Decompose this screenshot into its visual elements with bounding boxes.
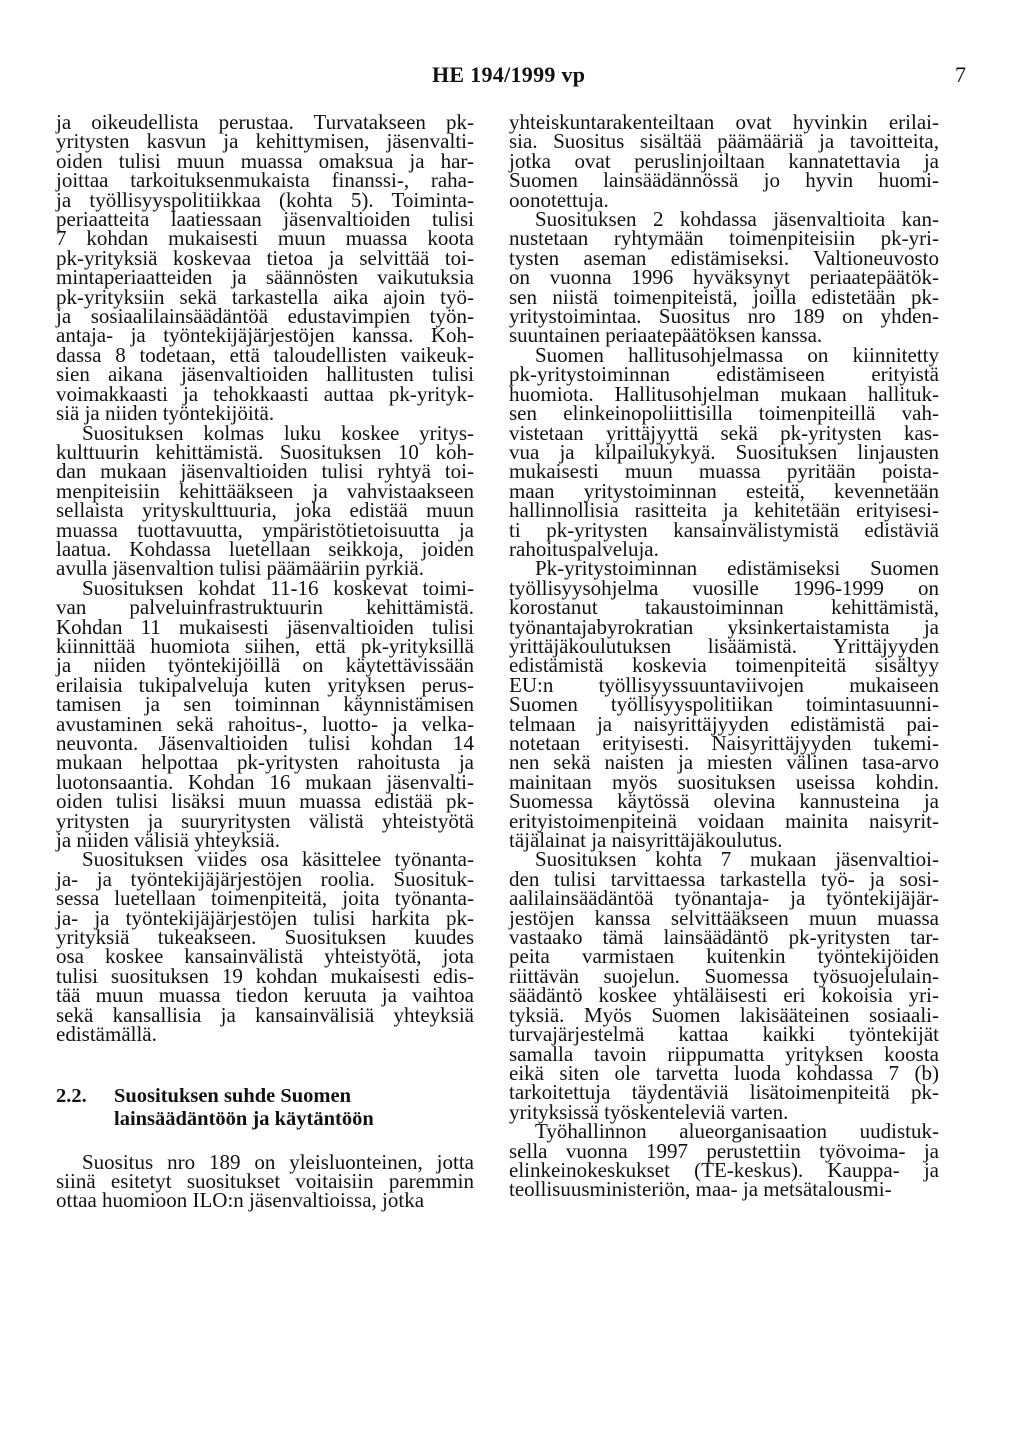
text-line: peita varmistaen kuitenkin työntekijöiden [509,944,939,969]
text-line: tamisen ja sen toiminnan käynnistämisen [56,692,474,717]
text-line: tulisi suosituksen 19 kohdan mukaisesti edis- [56,963,474,988]
text-line: Pk-yritystoiminnan edistämiseksi Suomen [535,556,939,581]
text-line: ja- ja työntekijäjärjestöjen tulisi harkita pk- [56,905,474,930]
text-line: voimakkaasti ja tehokkaasti auttaa pk-yrityk- [56,381,474,406]
text-line: mukaan helpottaa pk-yritysten rahoitusta ja [56,750,474,775]
text-line: edistämistä koskevia toimenpiteitä sisältyy [509,653,939,678]
text-line: työllisyysohjelma vuosille 1996-1999 on [509,575,939,600]
text-line: sien aikana jäsenvaltioiden hallitusten tulisi [56,362,474,387]
text-line: Suosituksen kohdat 11-16 koskevat toimi- [82,575,474,600]
text-line: tyksiä. Myös Suomen lakisääteinen sosiaali- [509,1002,939,1027]
text-line: tää muun muassa tiedon keruuta ja vaihtoa [56,983,474,1008]
document-id: HE 194/1999 vp [432,62,586,87]
text-line: erityistoimenpiteinä voidaan mainita naisyrit- [509,808,939,833]
text-line: sellaista yrityskulttuuria, joka edistää muun [56,498,474,523]
paragraph [509,342,939,561]
paragraph [56,110,474,426]
text-line: Suomen työllisyyspolitiikan toimintasuunni- [509,692,939,717]
paragraph [509,847,939,1124]
text-line: dan mukaan jäsenvaltioiden tulisi ryhtyä toi- [56,459,474,484]
text-line: kulttuurin kehittämistä. Suosituksen 10 koh- [56,439,474,464]
text-line: Työhallinnon alueorganisaation uudistuk- [535,1119,939,1144]
text-line: maan yritystoiminnan esteitä, kevennetään [509,478,939,503]
text-line: jotka ovat peruslinjoiltaan kannatettavia ja [509,148,939,173]
section-number: 2.2. [56,1084,87,1107]
text-line: muassa tuottavuutta, ympäristötietoisuutta ja [56,517,474,542]
text-line: pk-yrityksiä koskevaa tietoa ja selvittää toi- [56,245,474,270]
text-line: siinä esitetyt suositukset voitaisiin paremmin [56,1168,474,1193]
text-line: pk-yritystoiminnan edistämiseen erityistä [509,362,939,387]
text-line: periaatteita laatiessaan jäsenvaltioiden tulisi [56,207,474,232]
text-line: Suosituksen viides osa käsittelee työnanta- [82,847,474,872]
text-line: osa koskee kansainvälistä yhteistyötä, jota [56,944,474,969]
text-line: sen elinkeinopoliittisilla toimenpiteillä vah- [509,401,939,426]
text-line: sessa luetellaan toimenpiteitä, joita työnanta- [56,886,474,911]
text-line: on vuonna 1996 hyväksynyt periaatepäätök- [509,265,939,290]
text-line: vastaako tämä lainsäädäntö pk-yritysten tar- [509,925,939,950]
text-line: oonotettuja. [509,187,609,212]
text-line: elinkeinokeskukset (TE-keskus). Kauppa- ja [509,1157,939,1182]
text-line: Suosituksen kolmas luku koskee yritys- [82,420,474,445]
text-line: ja- ja työntekijäjärjestöjen roolia. Suosituk- [56,866,474,891]
text-line: Suomessa käytössä olevina kannusteina ja [509,789,939,814]
text-line: ja oikeudellista perustaa. Turvatakseen pk- [56,110,474,134]
paragraph [56,420,474,581]
text-line: oiden tulisi muun muassa omaksua ja har- [56,148,474,173]
section-heading [56,1085,474,1131]
text-line: ti pk-yritysten kansainvälistymistä edistäviä [509,517,939,542]
text-line: yrityksissä työskenteleviä varten. [509,1099,789,1124]
text-line: oiden tulisi lisäksi muun muassa edistää pk- [56,789,474,814]
text-line: yhteiskuntarakenteiltaan ovat hyvinkin erilai- [509,110,939,134]
text-line: siä ja niiden työntekijöitä. [56,401,275,426]
text-line: Suomen lainsäädännössä jo hyvin huomi- [509,168,939,193]
text-line: mintaperiaatteiden ja säännösten vaikutuksia [56,265,474,290]
text-line: Suosituksen 2 kohdassa jäsenvaltioita kan- [535,207,939,232]
paragraph [509,110,939,212]
paragraph [56,1149,474,1213]
paragraph [509,556,939,853]
text-line: sen niistä toimenpiteistä, joilla edistetään pk- [509,284,939,309]
text-line: teollisuusministeriön, maa- ja metsätalousmi- [509,1177,892,1202]
text-line: yrittäjäkoulutuksen lisäämistä. Yrittäjyyden [509,633,939,658]
page-number: 7 [955,62,966,87]
text-line: mainitaan myös suosituksen useissa kohdin. [509,769,939,794]
text-line: vistetaan yrittäjyyttä sekä pk-yritysten kas- [509,420,939,445]
paragraph [509,1119,939,1202]
text-line: erilaisia tukipalveluja kuten yrityksen perus- [56,672,474,697]
text-line: yritysten kasvun ja kehittymisen, jäsenvalti- [56,129,474,154]
text-line: nen sekä naisten ja miesten välinen tasa-arvo [509,750,939,775]
text-line: joittaa tarkoituksenmukaista finanssi-, raha- [56,168,474,193]
text-line: täjälainat ja naisyrittäjäkoulutus. [509,828,783,853]
text-line: telmaan ja naisyrittäjyyden edistämistä pai- [509,711,939,736]
text-line: yritysten ja suuryritysten välistä yhteistyötä [56,808,474,833]
text-line: sekä kansallisia ja kansainvälisiä yhteyksiä [56,1002,474,1027]
text-line: samalla tavoin riippumatta yrityksen koosta [509,1041,939,1066]
text-line: pk-yrityksiin sekä tarkastella aika ajoin työ- [56,284,474,309]
text-line: hallinnollisia rasitteita ja kehitetään erityisesi- [509,498,939,523]
paragraph [56,575,474,853]
text-line: antaja- ja työntekijäjärjestöjen kanssa. Koh- [56,323,474,348]
text-line: Suosituksen kohta 7 mukaan jäsenvaltioi- [535,847,939,872]
text-line: dassa 8 todetaan, että taloudellisten vaikeuk- [56,342,474,367]
text-line: ja niiden välisiä yhteyksiä. [56,828,280,853]
section-title-line: lainsäädäntöön ja käytäntöön [114,1107,374,1130]
text-line: riittävän suojelun. Suomessa työsuojelulain- [509,963,939,988]
text-line: säädäntö koskee yhtäläisesti eri kokoisia yri- [509,983,939,1008]
spacer [56,1045,474,1085]
text-line: työnantajabyrokratian yksinkertaistamista ja [509,614,939,639]
text-line: jestöjen kanssa selvittääkseen muun muassa [509,905,939,930]
text-line: vua ja kilpailukykyä. Suosituksen linjausten [509,439,939,464]
left-column [56,110,474,1213]
text-line: 7 kohdan mukaisesti muun muassa koota [56,226,474,251]
text-line: EU:n työllisyyssuuntaviivojen mukaiseen [509,672,939,697]
text-line: edistämällä. [56,1022,157,1047]
text-line: eikä siten ole tarvetta luoda kohdassa 7 (b) [509,1060,939,1085]
text-line: yrityksiä tukeakseen. Suosituksen kuudes [56,925,474,950]
paragraph [56,847,474,1047]
text-line: sia. Suositus sisältää päämääriä ja tavoitteita, [509,129,939,154]
text-line: van palveluinfrastruktuurin kehittämistä. [56,595,474,620]
text-line: Kohdan 11 mukaisesti jäsenvaltioiden tulisi [56,614,474,639]
text-line: huomiota. Hallitusohjelman mukaan hallituk- [509,381,939,406]
text-line: rahoituspalveluja. [509,536,659,561]
text-line: ja niiden työntekijöillä on käytettävissään [56,653,474,678]
text-line: nustetaan ryhtymään toimenpiteisiin pk-yri- [509,226,939,251]
text-line: turvajärjestelmä kattaa kaikki työntekijät [509,1022,939,1047]
text-line: kiinnittää huomiota siihen, että pk-yrityksillä [56,633,474,658]
text-line: avustaminen sekä rahoitus-, luotto- ja velka- [56,711,474,736]
right-column [509,110,939,1202]
text-line: laatua. Kohdassa luetellaan seikkoja, joiden [56,536,474,561]
section-title-line: Suosituksen suhde Suomen [114,1084,351,1107]
text-line: Suositus nro 189 on yleisluonteinen, jotta [82,1149,474,1174]
paragraph [509,207,939,348]
text-line: menpiteisiin kehittääkseen ja vahvistaakseen [56,478,474,503]
text-line: neuvonta. Jäsenvaltioiden tulisi kohdan 14 [56,731,474,755]
text-line: den tulisi tarvittaessa tarkastella työ- ja sosi- [509,866,939,891]
text-line: korostanut takaustoiminnan kehittämistä, [509,595,939,620]
text-line: notetaan erityisesti. Naisyrittäjyyden tukemi- [509,731,939,755]
text-line: tysten aseman edistämiseksi. Valtioneuvosto [509,245,939,270]
text-line: yritystoimintaa. Suositus nro 189 on yhden- [509,304,939,329]
text-line: ja sosiaalilainsäädäntöä edustavimpien työn- [56,304,474,329]
text-line: tarkoitettuja täydentäviä lisätoimenpiteitä pk- [509,1080,939,1105]
text-line: avulla jäsenvaltion tulisi päämääriin pyrkiä. [56,556,424,581]
text-line: suuntainen periaatepäätöksen kanssa. [509,323,823,348]
text-line: sella vuonna 1997 perustettiin työvoima- ja [509,1138,939,1163]
text-line: aalilainsäädäntöä työnantaja- ja työntekijäjär- [509,886,939,911]
text-line: ja työllisyyspolitiikkaa (kohta 5). Toiminta- [56,187,474,212]
page-header [0,62,1024,102]
text-line: Suomen hallitusohjelmassa on kiinnitetty [535,342,939,367]
text-line: luotonsaantia. Kohdan 16 mukaan jäsenvalti- [56,769,474,794]
text-line: mukaisesti muun muassa pyritään poista- [509,459,939,484]
text-line: ottaa huomioon ILO:n jäsenvaltioissa, jotka [56,1188,425,1213]
